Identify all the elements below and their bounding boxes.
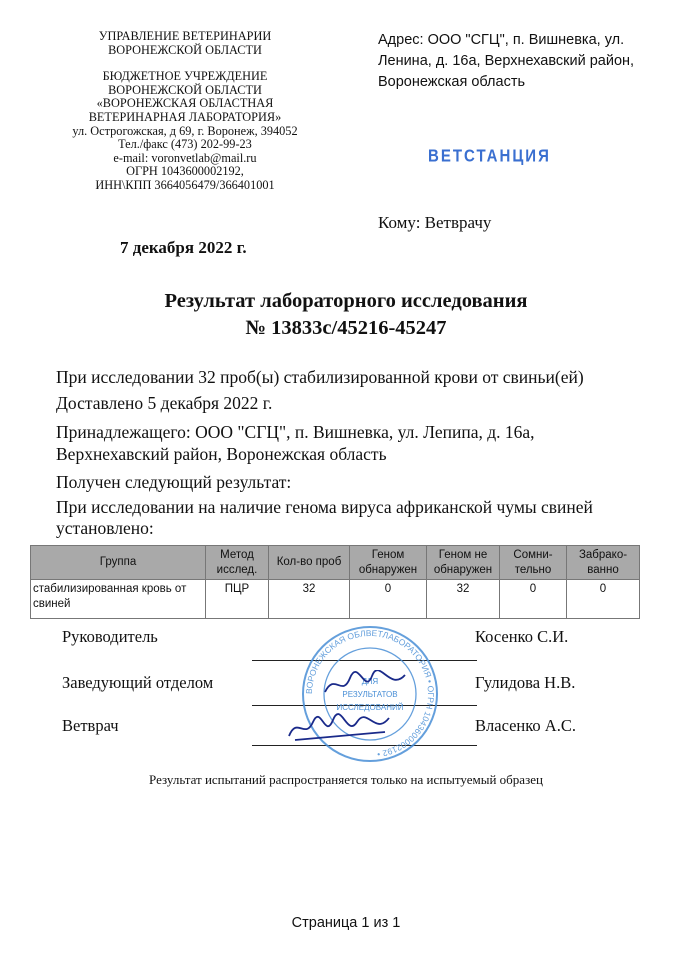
cell: 0 (500, 580, 567, 619)
cell: 0 (350, 580, 427, 619)
letterhead-line: e-mail: voronvetlab@mail.ru (113, 150, 257, 165)
cell: 32 (427, 580, 500, 619)
cell: 32 (269, 580, 350, 619)
document-title (0, 288, 692, 342)
table-row (31, 580, 640, 619)
signature-name: Гулидова Н.В. (475, 673, 576, 692)
cell: стабилизированная кровь от свиней (31, 580, 206, 619)
document-date: 7 декабря 2022 г. (120, 238, 247, 257)
letterhead-line: УПРАВЛЕНИЕ ВЕТЕРИНАРИИ (98, 29, 272, 43)
cell: 0 (567, 580, 640, 619)
letterhead-line: «ВОРОНЕЖСКАЯ ОБЛАСТНАЯ (96, 96, 274, 111)
col-header: Кол-во проб (269, 546, 350, 580)
result-number: № 13833с/45216-45247 (245, 317, 447, 339)
svg-text:РЕЗУЛЬТАТОВ: РЕЗУЛЬТАТОВ (342, 690, 398, 699)
svg-text:ИССЛЕДОВАНИЙ: ИССЛЕДОВАНИЙ (336, 703, 404, 712)
recipient-address: Адрес: ООО "СГЦ", п. Вишневка, ул. Ленина, д. 16а, Верхнехавский район, Воронежская область (378, 32, 635, 90)
signature-role: Ветврач (62, 716, 119, 735)
lab-letterhead (30, 30, 340, 193)
body-owner: Принадлежащего: ООО "СГЦ", п. Вишневка, ул. Лепипа, д. 16а, Верхнехавский район, Воронежская область (56, 422, 535, 464)
letterhead-line: ОГРН 1043600002192, (126, 164, 244, 179)
recipient: Кому: Ветврачу (378, 213, 492, 232)
letterhead-line: ВЕТЕРИНАРНАЯ ЛАБОРАТОРИЯ» (88, 109, 282, 124)
col-header: Забрако-ванно (567, 546, 640, 580)
page-number: Страница 1 из 1 (291, 915, 401, 931)
letterhead-line: ул. Острогожская, д 69, г. Воронеж, 394052 (72, 123, 298, 138)
svg-text:ДЛЯ: ДЛЯ (361, 677, 379, 686)
cell: ПЦР (206, 580, 269, 619)
results-table (30, 545, 640, 619)
signature-name: Власенко А.С. (475, 716, 576, 735)
col-header: Метод исслед. (206, 546, 269, 580)
letterhead-line: БЮДЖЕТНОЕ УЧРЕЖДЕНИЕ (102, 69, 268, 84)
signature-scribble (285, 710, 395, 746)
body-delivered: Доставлено 5 декабря 2022 г. (56, 393, 273, 413)
signature-role: Заведующий отделом (62, 673, 214, 692)
footer-note: Результат испытаний распространяется только на испытуемый образец (149, 772, 543, 787)
letterhead-line: ВОРОНЕЖСКОЙ ОБЛАСТИ (108, 82, 262, 97)
title-line: Результат лабораторного исследования (164, 290, 528, 312)
col-header: Сомни-тельно (500, 546, 567, 580)
col-header: Группа (31, 546, 206, 580)
letterhead-line: ВОРОНЕЖСКОЙ ОБЛАСТИ (108, 42, 262, 57)
signature-role: Руководитель (62, 627, 158, 646)
letterhead-line: ИНН\КПП 3664056479/366401001 (95, 177, 275, 192)
col-header: Геном обнаружен (350, 546, 427, 580)
svg-text:ВОРОНЕЖСКАЯ ОБЛВЕТЛАБОРАТОРИЯ: ВОРОНЕЖСКАЯ ОБЛВЕТЛАБОРАТОРИЯ • ОГРН 1043600002192 • (303, 627, 437, 760)
letterhead-line: Тел./факс (473) 202-99-23 (118, 137, 252, 152)
body-samples: При исследовании 32 проб(ы) стабилизированной крови от свиньи(ей) (56, 367, 584, 387)
signature-name: Косенко С.И. (475, 627, 569, 646)
body-study: При исследовании на наличие генома вируса африканской чумы свиней установлено: (56, 497, 593, 538)
col-header: Геном не обнаружен (427, 546, 500, 580)
signature-scribble (320, 670, 410, 700)
body-result-intro: Получен следующий результат: (56, 472, 292, 492)
vetstation-stamp: ВЕТСТАНЦИЯ (428, 146, 551, 167)
